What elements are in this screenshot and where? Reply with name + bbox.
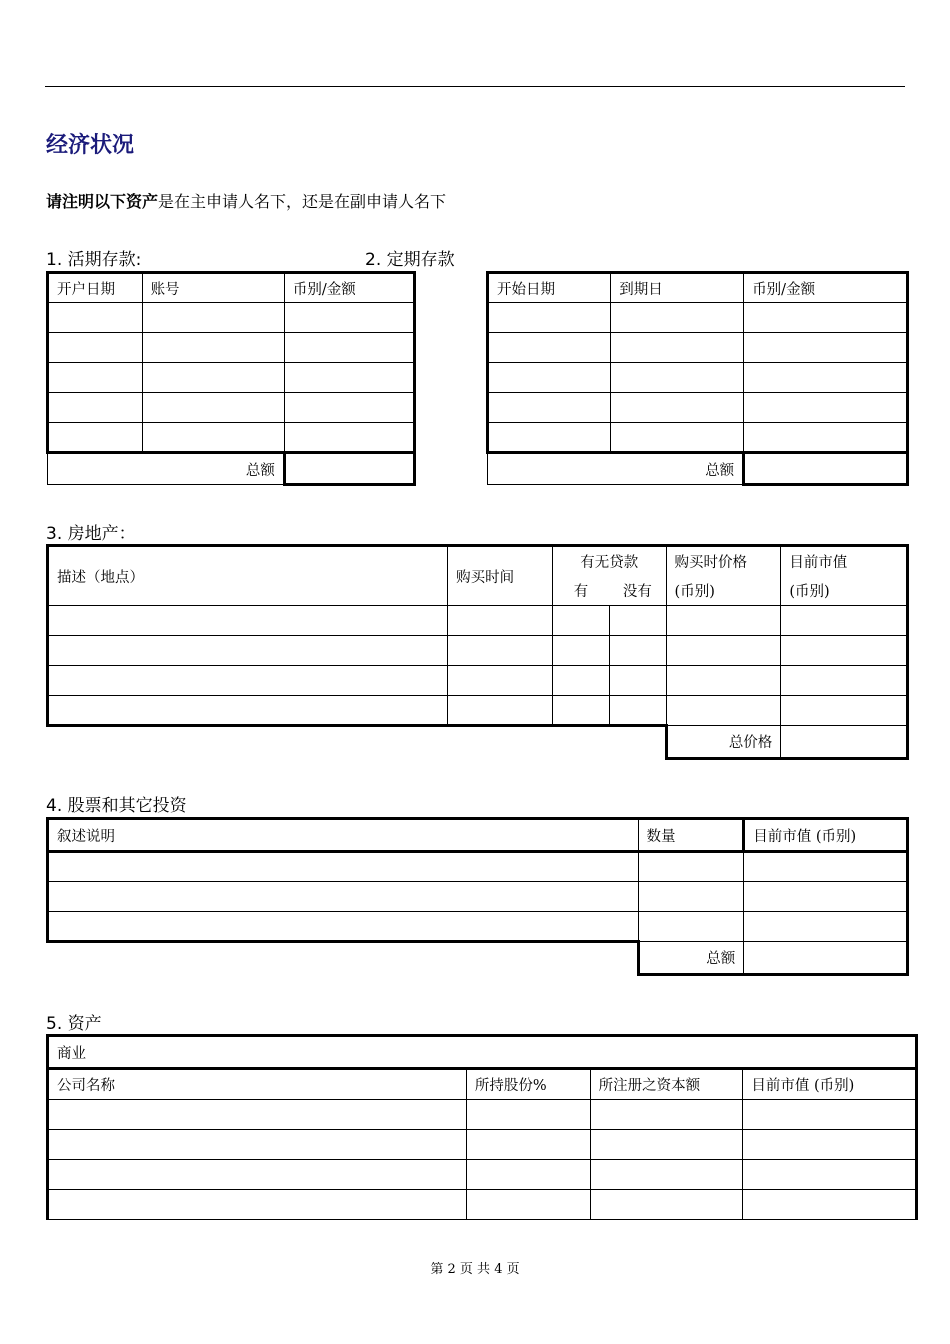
input-cell[interactable] bbox=[590, 1130, 743, 1160]
input-cell[interactable] bbox=[466, 1160, 590, 1190]
input-cell[interactable] bbox=[666, 696, 781, 726]
input-cell[interactable] bbox=[590, 1190, 743, 1220]
input-cell[interactable] bbox=[142, 363, 284, 393]
header-loan-no: 没有 bbox=[609, 577, 666, 606]
stocks-table bbox=[46, 817, 909, 976]
input-cell[interactable] bbox=[448, 666, 553, 696]
header-market-value: 目前市值 (币别) bbox=[743, 1069, 917, 1100]
input-cell[interactable] bbox=[48, 303, 143, 333]
section-4-label: 4. 股票和其它投资 bbox=[46, 796, 187, 816]
input-cell[interactable] bbox=[744, 393, 908, 423]
input-cell[interactable] bbox=[48, 363, 143, 393]
input-cell[interactable] bbox=[609, 636, 666, 666]
input-cell[interactable] bbox=[448, 606, 553, 636]
input-cell[interactable] bbox=[48, 852, 639, 882]
assets-table bbox=[46, 1034, 918, 1220]
input-cell[interactable] bbox=[488, 423, 611, 453]
input-cell[interactable] bbox=[744, 303, 908, 333]
input-cell[interactable] bbox=[142, 393, 284, 423]
input-cell[interactable] bbox=[743, 1130, 917, 1160]
input-cell[interactable] bbox=[48, 1160, 467, 1190]
header-market-value: 目前市值 bbox=[781, 546, 908, 577]
group-business: 商业 bbox=[48, 1036, 917, 1069]
section-1-label: 1. 活期存款: bbox=[46, 250, 142, 270]
blank-area bbox=[48, 726, 667, 759]
input-cell[interactable] bbox=[611, 423, 744, 453]
header-purchase-price: 购买时价格 bbox=[666, 546, 781, 577]
input-cell[interactable] bbox=[142, 303, 284, 333]
header-quantity: 数量 bbox=[638, 819, 744, 852]
header-currency-amount: 币别/金额 bbox=[284, 273, 414, 303]
input-cell[interactable] bbox=[666, 606, 781, 636]
input-cell[interactable] bbox=[743, 1100, 917, 1130]
header-account-no: 账号 bbox=[142, 273, 284, 303]
input-cell[interactable] bbox=[448, 636, 553, 666]
input-cell[interactable] bbox=[466, 1100, 590, 1130]
total-label: 总额 bbox=[488, 453, 744, 485]
input-cell[interactable] bbox=[488, 303, 611, 333]
total-label: 总额 bbox=[48, 453, 285, 485]
input-cell[interactable] bbox=[142, 423, 284, 453]
input-cell[interactable] bbox=[781, 606, 908, 636]
header-registered-capital: 所注册之资本额 bbox=[590, 1069, 743, 1100]
header-loan: 有无贷款 bbox=[552, 546, 666, 577]
instruction-bold: 请注明以下资产 bbox=[46, 192, 159, 211]
input-cell[interactable] bbox=[142, 333, 284, 363]
input-cell[interactable] bbox=[284, 333, 414, 363]
input-cell[interactable] bbox=[611, 333, 744, 363]
input-cell[interactable] bbox=[466, 1130, 590, 1160]
input-cell[interactable] bbox=[609, 696, 666, 726]
input-cell[interactable] bbox=[48, 1190, 467, 1220]
input-cell[interactable] bbox=[666, 666, 781, 696]
header-purchase-time: 购买时间 bbox=[448, 546, 553, 606]
input-cell[interactable] bbox=[552, 606, 609, 636]
input-cell[interactable] bbox=[744, 882, 908, 912]
input-cell[interactable] bbox=[638, 912, 744, 942]
input-cell[interactable] bbox=[48, 636, 448, 666]
input-cell[interactable] bbox=[611, 303, 744, 333]
header-open-date: 开户日期 bbox=[48, 273, 143, 303]
total-input[interactable] bbox=[744, 453, 908, 485]
input-cell[interactable] bbox=[488, 363, 611, 393]
instruction-text bbox=[46, 189, 446, 212]
input-cell[interactable] bbox=[552, 696, 609, 726]
input-cell[interactable] bbox=[466, 1190, 590, 1220]
header-value-currency: (币别) bbox=[781, 577, 908, 606]
input-cell[interactable] bbox=[552, 666, 609, 696]
input-cell[interactable] bbox=[48, 393, 143, 423]
input-cell[interactable] bbox=[611, 393, 744, 423]
header-company-name: 公司名称 bbox=[48, 1069, 467, 1100]
input-cell[interactable] bbox=[48, 333, 143, 363]
input-cell[interactable] bbox=[284, 303, 414, 333]
input-cell[interactable] bbox=[744, 333, 908, 363]
total-input[interactable] bbox=[284, 453, 414, 485]
input-cell[interactable] bbox=[48, 912, 639, 942]
real-estate-table bbox=[46, 544, 909, 760]
header-description: 叙述说明 bbox=[48, 819, 639, 852]
header-currency-amount: 币别/金额 bbox=[744, 273, 908, 303]
input-cell[interactable] bbox=[488, 333, 611, 363]
input-cell[interactable] bbox=[744, 852, 908, 882]
input-cell[interactable] bbox=[448, 696, 553, 726]
header-market-value: 目前市值 (币别) bbox=[744, 819, 908, 852]
page-footer: 第 2 页 共 4 页 bbox=[430, 1262, 520, 1277]
input-cell[interactable] bbox=[284, 393, 414, 423]
input-cell[interactable] bbox=[48, 696, 448, 726]
header-start-date: 开始日期 bbox=[488, 273, 611, 303]
input-cell[interactable] bbox=[48, 666, 448, 696]
header-description: 描述（地点） bbox=[48, 546, 448, 606]
input-cell[interactable] bbox=[781, 636, 908, 666]
input-cell[interactable] bbox=[781, 696, 908, 726]
total-price-input[interactable] bbox=[781, 726, 908, 759]
header-price-currency: (币别) bbox=[666, 577, 781, 606]
top-rule bbox=[45, 86, 905, 87]
section-2-label: 2. 定期存款 bbox=[365, 250, 455, 270]
input-cell[interactable] bbox=[609, 666, 666, 696]
input-cell[interactable] bbox=[48, 1100, 467, 1130]
input-cell[interactable] bbox=[743, 1190, 917, 1220]
input-cell[interactable] bbox=[284, 423, 414, 453]
input-cell[interactable] bbox=[743, 1160, 917, 1190]
page-title: 经济状况 bbox=[46, 133, 135, 158]
input-cell[interactable] bbox=[609, 606, 666, 636]
current-deposit-table bbox=[46, 271, 416, 486]
input-cell[interactable] bbox=[666, 636, 781, 666]
header-loan-yes: 有 bbox=[552, 577, 609, 606]
input-cell[interactable] bbox=[552, 636, 609, 666]
input-cell[interactable] bbox=[590, 1100, 743, 1130]
header-share-percent: 所持股份% bbox=[466, 1069, 590, 1100]
total-input[interactable] bbox=[744, 942, 908, 975]
fixed-deposit-table bbox=[486, 271, 909, 486]
input-cell[interactable] bbox=[781, 666, 908, 696]
blank-area bbox=[48, 942, 639, 975]
input-cell[interactable] bbox=[48, 423, 143, 453]
input-cell[interactable] bbox=[48, 882, 639, 912]
section-5-label: 5. 资产 bbox=[46, 1014, 102, 1034]
input-cell[interactable] bbox=[48, 606, 448, 636]
input-cell[interactable] bbox=[611, 363, 744, 393]
section-3-label: 3. 房地产： bbox=[46, 524, 136, 544]
input-cell[interactable] bbox=[744, 423, 908, 453]
instruction-rest: 是在主申请人名下，还是在副申请人名下 bbox=[158, 192, 447, 211]
input-cell[interactable] bbox=[638, 852, 744, 882]
input-cell[interactable] bbox=[590, 1160, 743, 1190]
input-cell[interactable] bbox=[744, 912, 908, 942]
header-maturity-date: 到期日 bbox=[611, 273, 744, 303]
input-cell[interactable] bbox=[488, 393, 611, 423]
input-cell[interactable] bbox=[638, 882, 744, 912]
input-cell[interactable] bbox=[284, 363, 414, 393]
input-cell[interactable] bbox=[744, 363, 908, 393]
total-label: 总额 bbox=[638, 942, 744, 975]
total-price-label: 总价格 bbox=[666, 726, 781, 759]
input-cell[interactable] bbox=[48, 1130, 467, 1160]
